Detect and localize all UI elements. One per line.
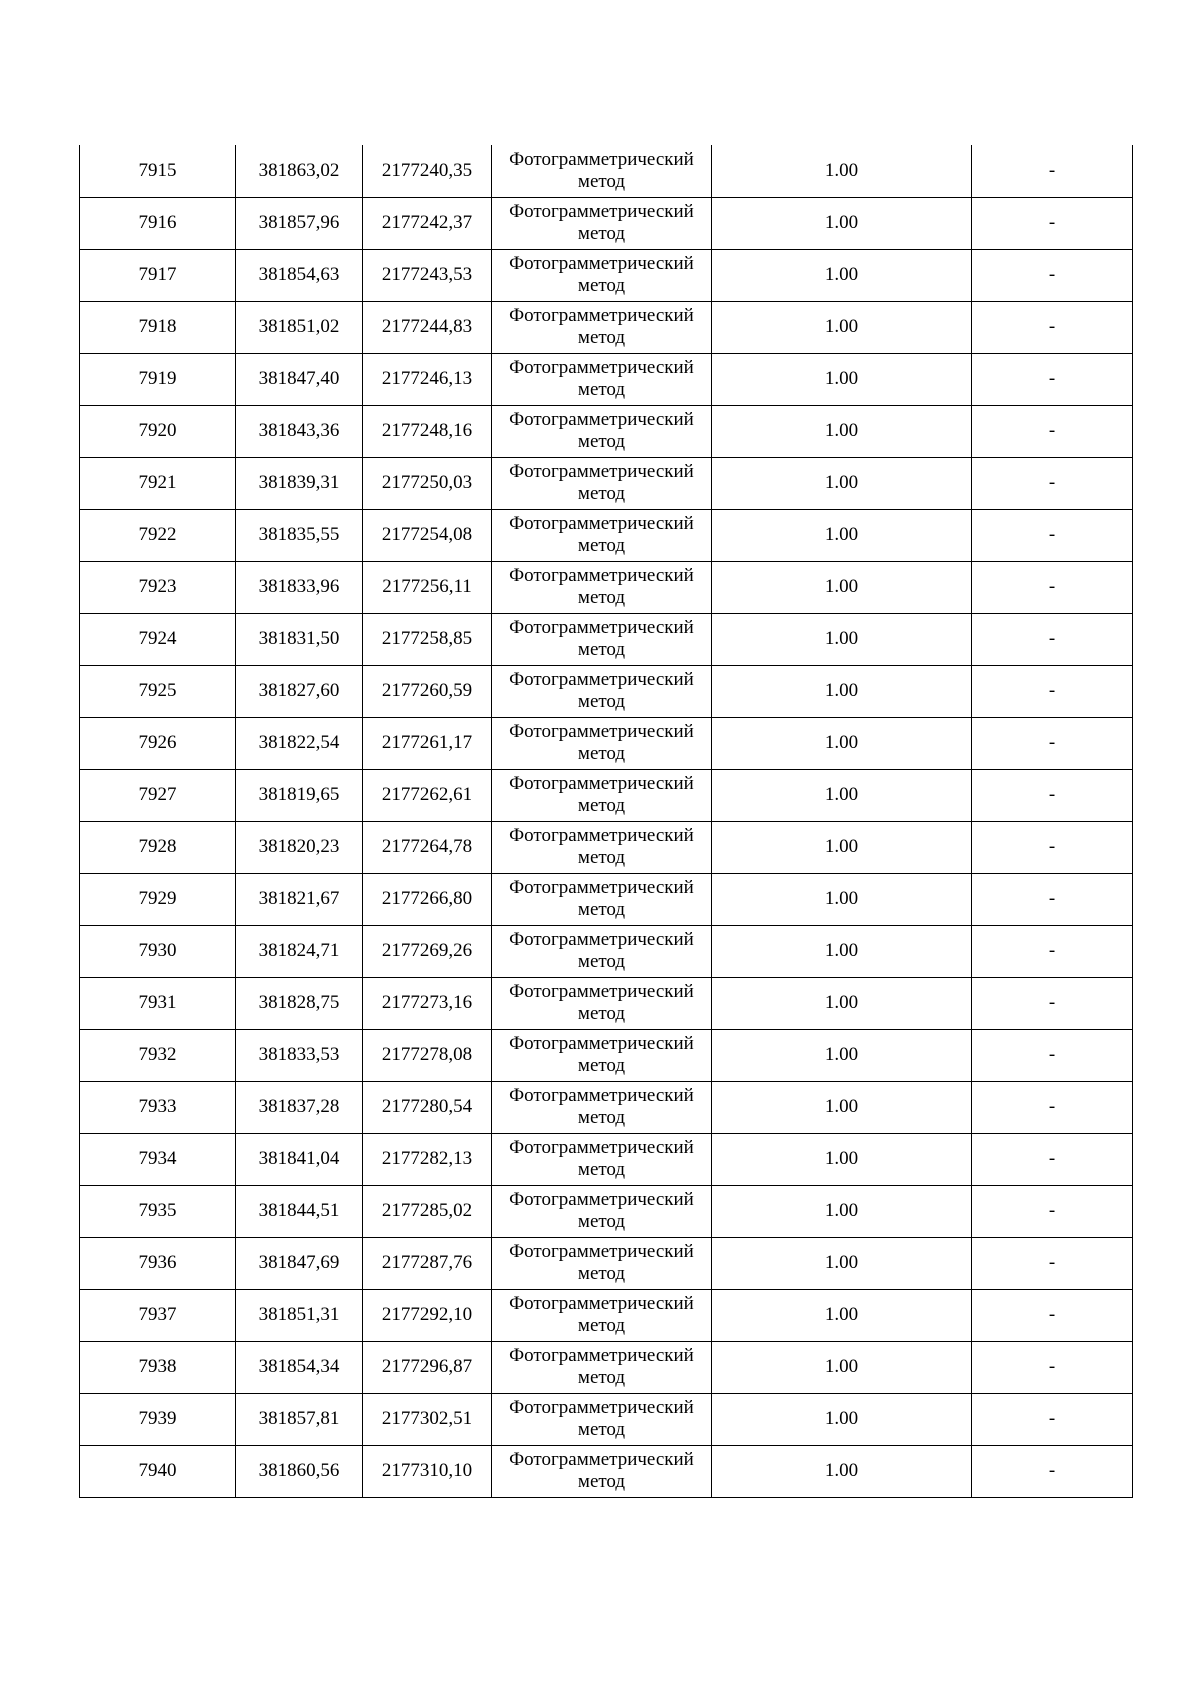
- table-row: [80, 613, 1133, 665]
- method-line-2: метод: [577, 1315, 626, 1336]
- x-coordinate-cell: 381839,31: [236, 457, 363, 509]
- method-line-2: метод: [577, 691, 626, 712]
- table-row: [80, 977, 1133, 1029]
- note-cell: -: [972, 1289, 1133, 1341]
- y-coordinate-cell: 2177269,26: [363, 925, 492, 977]
- y-coordinate-cell: 2177273,16: [363, 977, 492, 1029]
- y-coordinate-cell: 2177254,08: [363, 509, 492, 561]
- note-cell: -: [972, 769, 1133, 821]
- note-cell: -: [972, 301, 1133, 353]
- note-cell: -: [972, 1185, 1133, 1237]
- method-line-1: Фотограмметрический: [509, 617, 694, 638]
- note-cell: -: [972, 977, 1133, 1029]
- method-line-1: Фотограмметрический: [509, 721, 694, 742]
- point-number-cell: 7936: [80, 1237, 236, 1289]
- point-number-cell: 7930: [80, 925, 236, 977]
- accuracy-cell: 1.00: [712, 1393, 972, 1445]
- table-row: [80, 821, 1133, 873]
- method-line-1: Фотограмметрический: [509, 981, 694, 1002]
- accuracy-cell: 1.00: [712, 1445, 972, 1497]
- note-cell: -: [972, 821, 1133, 873]
- note-cell: -: [972, 613, 1133, 665]
- method-cell: [492, 977, 712, 1029]
- method-line-2: метод: [577, 431, 626, 452]
- note-cell: -: [972, 1237, 1133, 1289]
- y-coordinate-cell: 2177287,76: [363, 1237, 492, 1289]
- method-line-1: Фотограмметрический: [509, 877, 694, 898]
- table-row: [80, 509, 1133, 561]
- method-cell: [492, 405, 712, 457]
- table-row: [80, 1185, 1133, 1237]
- point-number-cell: 7928: [80, 821, 236, 873]
- note-cell: -: [972, 873, 1133, 925]
- x-coordinate-cell: 381857,81: [236, 1393, 363, 1445]
- table-row: [80, 665, 1133, 717]
- method-cell: [492, 1081, 712, 1133]
- y-coordinate-cell: 2177292,10: [363, 1289, 492, 1341]
- method-line-2: метод: [577, 1003, 626, 1024]
- y-coordinate-cell: 2177242,37: [363, 197, 492, 249]
- note-cell: -: [972, 145, 1133, 197]
- note-cell: -: [972, 353, 1133, 405]
- table-row: [80, 353, 1133, 405]
- method-line-1: Фотограмметрический: [509, 773, 694, 794]
- x-coordinate-cell: 381822,54: [236, 717, 363, 769]
- point-number-cell: 7929: [80, 873, 236, 925]
- y-coordinate-cell: 2177248,16: [363, 405, 492, 457]
- method-line-1: Фотограмметрический: [509, 1241, 694, 1262]
- method-line-1: Фотограмметрический: [509, 1397, 694, 1418]
- x-coordinate-cell: 381851,31: [236, 1289, 363, 1341]
- method-line-2: метод: [577, 1159, 626, 1180]
- x-coordinate-cell: 381863,02: [236, 145, 363, 197]
- x-coordinate-cell: 381820,23: [236, 821, 363, 873]
- point-number-cell: 7919: [80, 353, 236, 405]
- y-coordinate-cell: 2177264,78: [363, 821, 492, 873]
- x-coordinate-cell: 381860,56: [236, 1445, 363, 1497]
- method-cell: [492, 1393, 712, 1445]
- method-line-2: метод: [577, 951, 626, 972]
- accuracy-cell: 1.00: [712, 1081, 972, 1133]
- method-cell: [492, 457, 712, 509]
- note-cell: -: [972, 1029, 1133, 1081]
- method-line-1: Фотограмметрический: [509, 409, 694, 430]
- method-cell: [492, 1185, 712, 1237]
- method-line-2: метод: [577, 327, 626, 348]
- point-number-cell: 7925: [80, 665, 236, 717]
- y-coordinate-cell: 2177296,87: [363, 1341, 492, 1393]
- point-number-cell: 7915: [80, 145, 236, 197]
- note-cell: -: [972, 509, 1133, 561]
- x-coordinate-cell: 381833,96: [236, 561, 363, 613]
- table-row: [80, 561, 1133, 613]
- x-coordinate-cell: 381827,60: [236, 665, 363, 717]
- note-cell: -: [972, 197, 1133, 249]
- y-coordinate-cell: 2177266,80: [363, 873, 492, 925]
- x-coordinate-cell: 381843,36: [236, 405, 363, 457]
- point-number-cell: 7918: [80, 301, 236, 353]
- method-line-1: Фотограмметрический: [509, 565, 694, 586]
- method-line-1: Фотограмметрический: [509, 669, 694, 690]
- method-line-2: метод: [577, 170, 626, 192]
- table-row: [80, 1289, 1133, 1341]
- accuracy-cell: 1.00: [712, 353, 972, 405]
- accuracy-cell: 1.00: [712, 925, 972, 977]
- point-number-cell: 7921: [80, 457, 236, 509]
- table-row: [80, 1341, 1133, 1393]
- y-coordinate-cell: 2177310,10: [363, 1445, 492, 1497]
- accuracy-cell: 1.00: [712, 1029, 972, 1081]
- accuracy-cell: 1.00: [712, 197, 972, 249]
- table-row: [80, 1133, 1133, 1185]
- method-line-1: Фотограмметрический: [509, 1085, 694, 1106]
- method-line-1: Фотограмметрический: [509, 1189, 694, 1210]
- method-cell: [492, 301, 712, 353]
- y-coordinate-cell: 2177244,83: [363, 301, 492, 353]
- y-coordinate-cell: 2177280,54: [363, 1081, 492, 1133]
- x-coordinate-cell: 381837,28: [236, 1081, 363, 1133]
- accuracy-cell: 1.00: [712, 145, 972, 197]
- point-number-cell: 7922: [80, 509, 236, 561]
- note-cell: -: [972, 1081, 1133, 1133]
- y-coordinate-cell: 2177250,03: [363, 457, 492, 509]
- method-line-1: Фотограмметрический: [509, 1033, 694, 1054]
- y-coordinate-cell: 2177243,53: [363, 249, 492, 301]
- table-row: [80, 717, 1133, 769]
- method-line-2: метод: [577, 847, 626, 868]
- method-line-1: Фотограмметрический: [509, 513, 694, 534]
- x-coordinate-cell: 381844,51: [236, 1185, 363, 1237]
- x-coordinate-cell: 381821,67: [236, 873, 363, 925]
- x-coordinate-cell: 381854,34: [236, 1341, 363, 1393]
- method-line-2: метод: [577, 1367, 626, 1388]
- method-line-2: метод: [577, 1419, 626, 1440]
- method-line-2: метод: [577, 535, 626, 556]
- accuracy-cell: 1.00: [712, 1133, 972, 1185]
- method-cell: [492, 145, 712, 197]
- method-line-2: метод: [577, 1471, 626, 1492]
- x-coordinate-cell: 381854,63: [236, 249, 363, 301]
- y-coordinate-cell: 2177256,11: [363, 561, 492, 613]
- accuracy-cell: 1.00: [712, 301, 972, 353]
- method-line-2: метод: [577, 639, 626, 660]
- note-cell: -: [972, 1133, 1133, 1185]
- method-line-2: метод: [577, 1055, 626, 1076]
- table-row: [80, 925, 1133, 977]
- method-cell: [492, 1289, 712, 1341]
- point-number-cell: 7916: [80, 197, 236, 249]
- x-coordinate-cell: 381835,55: [236, 509, 363, 561]
- accuracy-cell: 1.00: [712, 561, 972, 613]
- method-line-2: метод: [577, 483, 626, 504]
- table-row: [80, 145, 1133, 197]
- note-cell: -: [972, 1393, 1133, 1445]
- method-line-1: Фотограмметрический: [509, 1293, 694, 1314]
- method-cell: [492, 769, 712, 821]
- accuracy-cell: 1.00: [712, 665, 972, 717]
- accuracy-cell: 1.00: [712, 769, 972, 821]
- point-number-cell: 7938: [80, 1341, 236, 1393]
- point-number-cell: 7935: [80, 1185, 236, 1237]
- method-cell: [492, 509, 712, 561]
- y-coordinate-cell: 2177285,02: [363, 1185, 492, 1237]
- method-cell: [492, 665, 712, 717]
- method-line-1: Фотограмметрический: [509, 929, 694, 950]
- table-row: [80, 197, 1133, 249]
- method-line-1: Фотограмметрический: [509, 825, 694, 846]
- method-line-2: метод: [577, 743, 626, 764]
- accuracy-cell: 1.00: [712, 457, 972, 509]
- method-cell: [492, 249, 712, 301]
- x-coordinate-cell: 381819,65: [236, 769, 363, 821]
- point-number-cell: 7926: [80, 717, 236, 769]
- method-cell: [492, 1029, 712, 1081]
- method-line-1: Фотограмметрический: [509, 461, 694, 482]
- x-coordinate-cell: 381828,75: [236, 977, 363, 1029]
- table-row: [80, 1081, 1133, 1133]
- point-number-cell: 7937: [80, 1289, 236, 1341]
- accuracy-cell: 1.00: [712, 1237, 972, 1289]
- note-cell: -: [972, 249, 1133, 301]
- method-line-2: метод: [577, 795, 626, 816]
- method-line-1: Фотограмметрический: [509, 1137, 694, 1158]
- accuracy-cell: 1.00: [712, 1289, 972, 1341]
- method-cell: [492, 561, 712, 613]
- method-line-2: метод: [577, 1107, 626, 1128]
- accuracy-cell: 1.00: [712, 249, 972, 301]
- method-line-2: метод: [577, 899, 626, 920]
- method-cell: [492, 197, 712, 249]
- x-coordinate-cell: 381847,69: [236, 1237, 363, 1289]
- method-cell: [492, 717, 712, 769]
- method-line-2: метод: [577, 1263, 626, 1284]
- method-line-1: Фотограмметрический: [509, 253, 694, 274]
- method-line-1: Фотограмметрический: [509, 148, 694, 170]
- method-line-1: Фотограмметрический: [509, 1449, 694, 1470]
- method-cell: [492, 1445, 712, 1497]
- method-cell: [492, 613, 712, 665]
- y-coordinate-cell: 2177278,08: [363, 1029, 492, 1081]
- point-number-cell: 7927: [80, 769, 236, 821]
- coordinates-table: [79, 145, 1133, 1498]
- method-line-2: метод: [577, 1211, 626, 1232]
- x-coordinate-cell: 381841,04: [236, 1133, 363, 1185]
- x-coordinate-cell: 381847,40: [236, 353, 363, 405]
- y-coordinate-cell: 2177258,85: [363, 613, 492, 665]
- method-cell: [492, 353, 712, 405]
- note-cell: -: [972, 925, 1133, 977]
- table-row: [80, 249, 1133, 301]
- method-line-1: Фотограмметрический: [509, 201, 694, 222]
- table-row: [80, 405, 1133, 457]
- note-cell: -: [972, 405, 1133, 457]
- accuracy-cell: 1.00: [712, 1341, 972, 1393]
- method-line-2: метод: [577, 223, 626, 244]
- method-line-2: метод: [577, 275, 626, 296]
- point-number-cell: 7920: [80, 405, 236, 457]
- note-cell: -: [972, 1341, 1133, 1393]
- accuracy-cell: 1.00: [712, 405, 972, 457]
- table-row: [80, 301, 1133, 353]
- x-coordinate-cell: 381824,71: [236, 925, 363, 977]
- y-coordinate-cell: 2177240,35: [363, 145, 492, 197]
- accuracy-cell: 1.00: [712, 821, 972, 873]
- table-row: [80, 457, 1133, 509]
- y-coordinate-cell: 2177261,17: [363, 717, 492, 769]
- accuracy-cell: 1.00: [712, 509, 972, 561]
- note-cell: -: [972, 561, 1133, 613]
- method-cell: [492, 1237, 712, 1289]
- method-cell: [492, 925, 712, 977]
- accuracy-cell: 1.00: [712, 1185, 972, 1237]
- note-cell: -: [972, 717, 1133, 769]
- point-number-cell: 7933: [80, 1081, 236, 1133]
- method-line-1: Фотограмметрический: [509, 305, 694, 326]
- y-coordinate-cell: 2177260,59: [363, 665, 492, 717]
- point-number-cell: 7931: [80, 977, 236, 1029]
- table-row: [80, 873, 1133, 925]
- method-cell: [492, 1341, 712, 1393]
- x-coordinate-cell: 381857,96: [236, 197, 363, 249]
- x-coordinate-cell: 381851,02: [236, 301, 363, 353]
- point-number-cell: 7940: [80, 1445, 236, 1497]
- method-line-1: Фотограмметрический: [509, 1345, 694, 1366]
- note-cell: -: [972, 1445, 1133, 1497]
- coordinates-table-body: [80, 145, 1133, 1497]
- table-row: [80, 769, 1133, 821]
- method-cell: [492, 873, 712, 925]
- y-coordinate-cell: 2177246,13: [363, 353, 492, 405]
- y-coordinate-cell: 2177302,51: [363, 1393, 492, 1445]
- y-coordinate-cell: 2177262,61: [363, 769, 492, 821]
- point-number-cell: 7923: [80, 561, 236, 613]
- table-row: [80, 1393, 1133, 1445]
- x-coordinate-cell: 381833,53: [236, 1029, 363, 1081]
- x-coordinate-cell: 381831,50: [236, 613, 363, 665]
- point-number-cell: 7939: [80, 1393, 236, 1445]
- point-number-cell: 7917: [80, 249, 236, 301]
- y-coordinate-cell: 2177282,13: [363, 1133, 492, 1185]
- method-line-2: метод: [577, 587, 626, 608]
- method-cell: [492, 1133, 712, 1185]
- table-row: [80, 1029, 1133, 1081]
- point-number-cell: 7934: [80, 1133, 236, 1185]
- accuracy-cell: 1.00: [712, 613, 972, 665]
- method-cell: [492, 821, 712, 873]
- point-number-cell: 7924: [80, 613, 236, 665]
- point-number-cell: 7932: [80, 1029, 236, 1081]
- note-cell: -: [972, 457, 1133, 509]
- accuracy-cell: 1.00: [712, 873, 972, 925]
- accuracy-cell: 1.00: [712, 717, 972, 769]
- table-row: [80, 1445, 1133, 1497]
- method-line-2: метод: [577, 379, 626, 400]
- note-cell: -: [972, 665, 1133, 717]
- table-row: [80, 1237, 1133, 1289]
- accuracy-cell: 1.00: [712, 977, 972, 1029]
- method-line-1: Фотограмметрический: [509, 357, 694, 378]
